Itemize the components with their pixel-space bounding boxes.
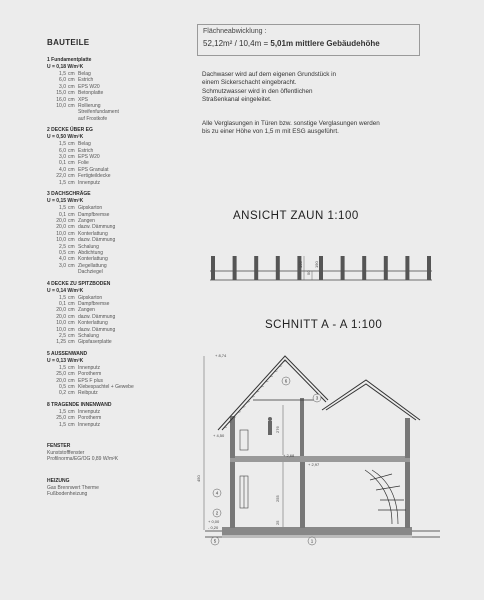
stair-curve-inner <box>365 470 392 524</box>
bauteil-title: 1 Fundamentplatte <box>47 57 92 63</box>
layer-material: auf Frostkofe <box>78 115 108 122</box>
layer-material: Reibputz <box>78 390 98 397</box>
layer-unit: cm <box>68 166 75 173</box>
layer-unit: cm <box>68 237 75 244</box>
layer-thickness: 0,2 <box>59 390 66 397</box>
layer-thickness: 20,0 <box>56 224 66 231</box>
level-label: + 0,00 <box>208 519 220 524</box>
bauteil-title: 3 DACHSCHRÄGE <box>47 191 91 198</box>
layer-material: Belag <box>78 71 91 77</box>
heizung-title: HEIZUNG <box>47 477 70 484</box>
level-label: - 0,20 <box>208 525 219 530</box>
layer-thickness: 1,5 <box>59 205 66 212</box>
layer-thickness: 4,0 <box>59 256 66 263</box>
dim-label: 276 <box>275 426 280 433</box>
layer-unit: cm <box>68 179 75 186</box>
layer-unit: cm <box>68 377 75 384</box>
window-upper <box>240 430 248 450</box>
fence-dim-label: 100 <box>298 261 303 268</box>
callout-number: 6 <box>284 378 288 384</box>
layer-material: Dampfbremse <box>78 300 110 307</box>
layer-thickness: 6,0 <box>59 147 66 154</box>
upper-inner-wall <box>300 398 304 456</box>
water-line: Dachwaser wird auf dem eigenen Grundstück in <box>202 71 337 78</box>
level-label: + 4,50 <box>213 433 225 438</box>
layer-material: Rollierung <box>78 103 101 110</box>
layer-unit: cm <box>68 205 75 212</box>
layer-thickness: 15,0 <box>56 90 66 97</box>
outer-wall-left <box>230 458 235 528</box>
layer-unit: cm <box>68 160 75 167</box>
layer-material: EPS W20 <box>78 154 100 161</box>
layer-material: Schalung <box>78 333 99 339</box>
layer-thickness: 10,0 <box>56 320 66 327</box>
bauteile-heading: BAUTEILE <box>47 38 90 47</box>
layer-unit: cm <box>68 90 75 97</box>
layer-unit: cm <box>68 307 75 314</box>
layer-thickness: 22,0 <box>56 173 66 180</box>
layer-thickness: 0,5 <box>59 249 66 256</box>
layer-thickness: 25,0 <box>56 371 66 378</box>
layer-material: Ziegellattung <box>78 262 107 269</box>
outer-wall-right <box>405 458 410 528</box>
layer-thickness: 0,1 <box>59 300 66 307</box>
layer-thickness: 0,5 <box>59 384 66 391</box>
layer-unit: cm <box>68 371 75 378</box>
layer-material: Konterlattung <box>78 320 108 327</box>
layer-material: Porotherm <box>78 371 102 378</box>
level-label: + 2,97 <box>308 462 320 467</box>
layer-material: Zangen <box>78 217 95 224</box>
layer-thickness: 20,0 <box>56 217 66 224</box>
layer-thickness: 4,0 <box>59 166 66 173</box>
layer-material: dazw. Dämmung <box>78 313 116 320</box>
layer-unit: cm <box>68 249 75 256</box>
person-figure-head <box>268 417 272 421</box>
layer-material: Konterlattung <box>78 256 108 263</box>
layer-unit: cm <box>68 262 75 269</box>
bauteil-title: 4 DECKE ZU SPITZBODEN <box>47 280 111 287</box>
layer-material: Streifenfundament <box>78 109 119 116</box>
layer-material: Dachziegel <box>78 269 103 276</box>
ansicht-title: ANSICHT ZAUN 1:100 <box>233 210 359 222</box>
layer-thickness: 1,5 <box>59 141 66 148</box>
layer-thickness: 1,25 <box>56 339 66 346</box>
glass-line: bis zu einer Höhe von 1,5 m mit ESG ausgeführt. <box>202 128 339 136</box>
layer-unit: cm <box>68 256 75 263</box>
flaeche-label: Flächneabwicklung : <box>203 28 267 35</box>
main-roof-inner <box>222 360 326 430</box>
layer-unit: cm <box>68 230 75 237</box>
layer-unit: cm <box>68 211 75 218</box>
layer-unit: cm <box>68 300 75 307</box>
layer-material: XPS <box>78 96 89 103</box>
layer-unit: cm <box>68 71 75 77</box>
layer-material: Innenputz <box>78 179 100 186</box>
layer-thickness: 25,0 <box>56 415 66 422</box>
layer-unit: cm <box>68 96 75 103</box>
layer-material: Konterlattung <box>78 230 108 237</box>
layer-thickness: 0,1 <box>59 211 66 218</box>
layer-thickness: 2,5 <box>59 243 66 250</box>
layer-thickness: 1,5 <box>59 421 66 428</box>
layer-material: Abdichtung <box>78 249 104 256</box>
callout-number: 4 <box>215 490 219 496</box>
bauteil-u-value: U = 0,14 W/m²K <box>47 287 84 294</box>
layer-material: Innenputz <box>78 364 100 371</box>
layer-thickness: 10,0 <box>56 230 66 237</box>
layer-unit: cm <box>68 333 75 339</box>
layer-material: Belag <box>78 141 91 148</box>
gravel-layer <box>222 535 412 538</box>
layer-unit: cm <box>68 154 75 161</box>
layer-unit: cm <box>68 141 75 148</box>
layer-thickness: 2,5 <box>59 333 66 339</box>
layer-thickness: 1,5 <box>59 179 66 186</box>
bauteil-title: 5 AUSSENWAND <box>47 350 88 357</box>
layer-material: Schalung <box>78 243 99 250</box>
layer-unit: cm <box>68 77 75 84</box>
foundation-slab <box>222 527 412 535</box>
layer-unit: cm <box>68 224 75 231</box>
bauteil-u-value: U = 0,50 W/m²K <box>47 134 84 141</box>
layer-unit: cm <box>68 415 75 422</box>
layer-thickness: 1,5 <box>59 294 66 301</box>
flaeche-result: 5,01m mittlere Gebäudehöhe <box>270 39 380 48</box>
bauteil-u-value: U = 0,15 W/m²K <box>47 198 84 205</box>
level-label: + 8,74 <box>215 353 227 358</box>
layer-material: dazw. Dämmung <box>78 237 116 244</box>
layer-unit: cm <box>68 103 75 110</box>
layer-unit: cm <box>68 364 75 371</box>
layer-material: dazw. Dämmung <box>78 326 116 333</box>
fenster-title: FENSTER <box>47 443 71 450</box>
layer-unit: cm <box>68 243 75 250</box>
layer-thickness: 10,0 <box>56 237 66 244</box>
glass-line: Alle Verglasungen in Türen bzw. sonstige Verglasungen werden <box>202 120 380 127</box>
layer-thickness: 1,5 <box>59 364 66 371</box>
layer-unit: cm <box>68 294 75 301</box>
layer-material: Innenputz <box>78 421 100 428</box>
layer-unit: cm <box>68 339 75 346</box>
layer-material: Gipskarton <box>78 294 103 301</box>
layer-unit: cm <box>68 147 75 154</box>
layer-unit: cm <box>68 408 75 415</box>
layer-material: EPS F plus <box>78 377 104 384</box>
layer-thickness: 1,5 <box>59 71 66 77</box>
layer-unit: cm <box>68 320 75 327</box>
layer-material: Estrich <box>78 147 94 154</box>
fenster-line: Kunststofffenster <box>47 450 85 457</box>
layer-unit: cm <box>68 421 75 428</box>
layer-material: Estrich <box>78 77 94 84</box>
roof-hatch <box>224 361 287 428</box>
layer-material: Dampfbremse <box>78 211 110 218</box>
layer-unit: cm <box>68 217 75 224</box>
layer-material: EPS Granulat <box>78 166 109 173</box>
schnitt-title: SCHNITT A - A 1:100 <box>265 319 383 331</box>
layer-thickness: 3,0 <box>59 262 66 269</box>
callout-number: 5 <box>213 538 217 544</box>
level-label: + 2,68 <box>283 453 295 458</box>
layer-unit: cm <box>68 326 75 333</box>
knee-wall-right <box>405 418 410 458</box>
person-figure-body <box>268 421 272 435</box>
bauteil-u-value: U = 0,13 W/m²K <box>47 357 84 364</box>
layer-thickness: 10,0 <box>56 326 66 333</box>
layer-material: Fertigteildecke <box>78 173 111 180</box>
layer-thickness: 0,1 <box>59 160 66 167</box>
layer-thickness: 16,0 <box>56 96 66 103</box>
layer-thickness: 6,0 <box>59 77 66 84</box>
layer-thickness: 1,5 <box>59 408 66 415</box>
layer-unit: cm <box>68 390 75 397</box>
layer-material: Zangen <box>78 307 95 314</box>
layer-unit: cm <box>68 83 75 90</box>
dim-label: 450 <box>196 475 201 482</box>
side-roof-inner <box>326 384 416 420</box>
water-line: Straßenkanal eingeleitet. <box>202 95 272 103</box>
fence-dim-label: 190 <box>314 261 319 268</box>
layer-material: Porotherm <box>78 415 102 422</box>
callout-number: 2 <box>215 510 219 516</box>
flaeche-calc: 52,12m² / 10,4m = <box>203 39 271 48</box>
water-line: Schmutzwasser wird in den öffentlichen <box>202 87 313 95</box>
dim-label: 25 <box>275 520 280 525</box>
ceiling-slab-eg <box>230 456 410 462</box>
layer-material: Innenputz <box>78 408 100 415</box>
layer-thickness: 10,0 <box>56 103 66 110</box>
layer-material: EPS W20 <box>78 83 100 90</box>
layer-material: Betonplatte <box>78 90 104 97</box>
water-line: einem Sickerschacht eingebracht. <box>202 79 297 87</box>
fenster-line: Profilnorma/EG/OG 0,89 W/m²K <box>47 456 119 463</box>
inner-wall <box>300 458 305 528</box>
layer-thickness: 20,0 <box>56 313 66 320</box>
layer-material: Klebespachtel + Gewebe <box>78 384 134 391</box>
layer-thickness: 20,0 <box>56 307 66 314</box>
layer-unit: cm <box>68 173 75 180</box>
callout-number: 3 <box>315 395 319 401</box>
stair-step <box>376 486 400 490</box>
layer-thickness: 3,0 <box>59 83 66 90</box>
layer-material: Gipsfaserplatte <box>78 339 112 346</box>
callout-number: 1 <box>310 538 314 544</box>
layer-material: Gipskarton <box>78 205 103 212</box>
layer-unit: cm <box>68 313 75 320</box>
fence-dim-label: 50 <box>306 270 311 275</box>
heizung-line: Fußbodenheizung <box>47 491 88 498</box>
bauteil-title: 2 DECKE ÜBER EG <box>47 127 93 134</box>
heizung-line: Gas Brennwert Therme <box>47 484 99 491</box>
layer-thickness: 3,0 <box>59 154 66 161</box>
side-roof <box>322 380 420 420</box>
layer-material: Folie <box>78 160 89 167</box>
bauteil-title: 8 TRAGENDE INNENWAND <box>47 401 112 408</box>
layer-unit: cm <box>68 384 75 391</box>
layer-material: dazw. Dämmung <box>78 224 116 231</box>
layer-thickness: 20,0 <box>56 377 66 384</box>
dim-label: 255 <box>275 495 280 502</box>
bauteil-u-value: U = 0,18 W/m²K <box>47 64 84 70</box>
